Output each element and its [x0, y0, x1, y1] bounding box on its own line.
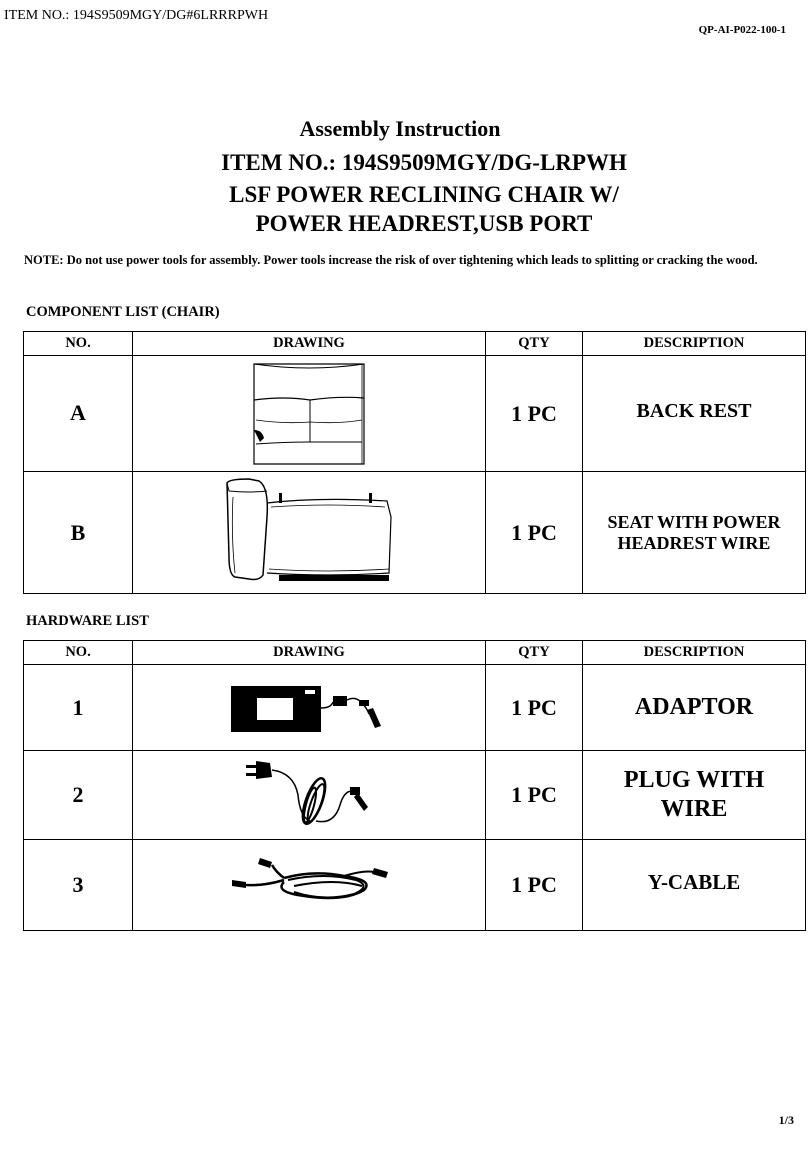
row-qty: 1 PC: [486, 665, 583, 751]
row-no: 3: [24, 840, 133, 931]
header-item-code: ITEM NO.: 194S9509MGY/DG#6LRRRPWH: [4, 8, 269, 23]
col-header-qty: QTY: [486, 332, 583, 356]
row-description: ADAPTOR: [583, 665, 806, 751]
table-row: [24, 472, 806, 594]
col-header-no: NO.: [24, 641, 133, 665]
col-header-no: NO.: [24, 332, 133, 356]
row-no: A: [24, 356, 133, 472]
table-row: [24, 751, 806, 840]
hardware-table-header: [24, 641, 806, 665]
product-title-line-1: LSF POWER RECLINING CHAIR W/: [229, 182, 619, 207]
drawing-cell: [133, 840, 486, 931]
row-description: Y-CABLE: [583, 840, 806, 931]
y-cable-drawing: [224, 850, 394, 920]
back-rest-drawing: [244, 360, 374, 468]
drawing-cell: [133, 356, 486, 472]
table-row: [24, 356, 806, 472]
drawing-cell: [133, 751, 486, 840]
row-description: BACK REST: [583, 356, 806, 472]
component-list-heading: COMPONENT LIST (CHAIR): [26, 304, 220, 320]
row-description: PLUG WITH WIRE: [583, 751, 806, 840]
row-qty: 1 PC: [486, 356, 583, 472]
row-description: SEAT WITH POWER HEADREST WIRE: [583, 472, 806, 594]
hardware-table: [23, 640, 806, 931]
product-title-line-2: POWER HEADREST,USB PORT: [255, 211, 593, 236]
page-number: 1/3: [778, 1113, 794, 1127]
component-table: [23, 331, 806, 594]
plug-wire-drawing: [244, 755, 374, 835]
col-header-qty: QTY: [486, 641, 583, 665]
header-doc-code: QP-AI-P022-100-1: [698, 24, 786, 36]
drawing-cell: [133, 665, 486, 751]
row-no: 2: [24, 751, 133, 840]
page-title: Assembly Instruction: [299, 116, 501, 141]
row-qty: 1 PC: [486, 472, 583, 594]
adaptor-drawing: [229, 678, 389, 738]
col-header-drawing: DRAWING: [133, 641, 486, 665]
component-table-header: [24, 332, 806, 356]
col-header-drawing: DRAWING: [133, 332, 486, 356]
row-no: 1: [24, 665, 133, 751]
row-qty: 1 PC: [486, 751, 583, 840]
hardware-list-heading: HARDWARE LIST: [26, 613, 149, 629]
table-row: [24, 840, 806, 931]
table-row: [24, 665, 806, 751]
item-number-title: ITEM NO.: 194S9509MGY/DG-LRPWH: [221, 150, 627, 175]
row-no: B: [24, 472, 133, 594]
row-qty: 1 PC: [486, 840, 583, 931]
col-header-description: DESCRIPTION: [583, 332, 806, 356]
drawing-cell: [133, 472, 486, 594]
assembly-note: NOTE: Do not use power tools for assembly. Power tools increase the risk of over tightening which leads to splitting or cracking the wood.: [24, 253, 758, 267]
seat-drawing: [219, 477, 399, 589]
col-header-description: DESCRIPTION: [583, 641, 806, 665]
